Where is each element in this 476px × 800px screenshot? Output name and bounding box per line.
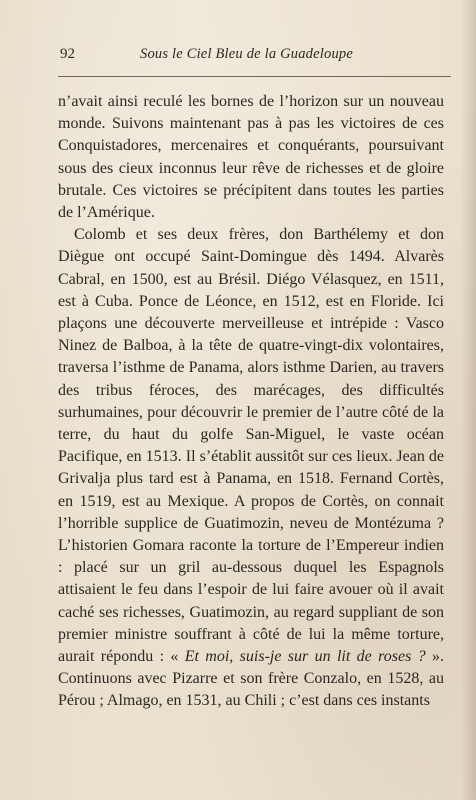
paragraph-text: Colomb et ses deux frères, don Barthélemy et don Diègue ont occupé Saint-Domingue dès 1494. Alvarès Cabral, en 1500, est au Brésil. Diégo Vélasquez, en 1511, est à Cuba. Ponce de Léonce, en 1512, est en Floride. Ici plaçons une découverte merveilleuse et intrépide : Vasco Ninez de Balboa, à la tête de quatre-vingt-dix volontaires, traversa l’isthme de Panama, alors isthme Darien, au travers des tribus féroces, des marécages, des difficultés surhumaines, pour découvrir le premier de l’autre côté de la terre, du haut du golfe San-Miguel, le vaste océan Pacifique, en 1513. Il s’établit aussitôt sur ces lieux. Jean de Grivalja plus tard est à Panama, en 1518. Fernand Cortès, en 1519, est au Mexique. A propos de Cortès, on connait l’horrible supplice de Guatimozin, neveu de Montézuma ? L’historien Gomara raconte la torture de l’Empereur indien : placé sur un gril au-dessous duquel les Espagnols attisaient le feu dans l’espoir de lui faire avouer où il avait caché ses richesses, Guatimozin, au regard suppliant de son premier ministre souffrant à côté de lui la même torture, aurait répondu : « bbox=[58, 226, 444, 666]
running-title: Sous le Ciel Bleu de la Guadeloupe bbox=[140, 46, 353, 62]
paragraph-text: n’avait ainsi reculé les bornes de l’horizon sur un nouveau monde. Suivons maintenant pas à pas les victoires de ces Conquistadores, mercenaires et conquérants, poursuivant sous des cieux inconnus leur rêve de richesses et de gloire brutale. Ces victoires se précipitent dans toutes les parties de l’Amérique. bbox=[58, 93, 444, 222]
paragraph bbox=[58, 91, 444, 224]
header-rule bbox=[58, 76, 451, 77]
page-number: 92 bbox=[60, 46, 75, 62]
paragraph-text-after-quote: ». Continuons avec Pizarre et son frère Conzalo, en 1528, au Pérou ; Almago, en 1531, au Chili ; c’est dans ces instants bbox=[58, 648, 445, 710]
body-text bbox=[58, 91, 444, 713]
page-header bbox=[58, 46, 453, 70]
quoted-speech: Et moi, suis-je sur un lit de roses ? bbox=[184, 648, 426, 666]
page-edge-shadow bbox=[460, 0, 476, 800]
paragraph bbox=[58, 224, 444, 712]
